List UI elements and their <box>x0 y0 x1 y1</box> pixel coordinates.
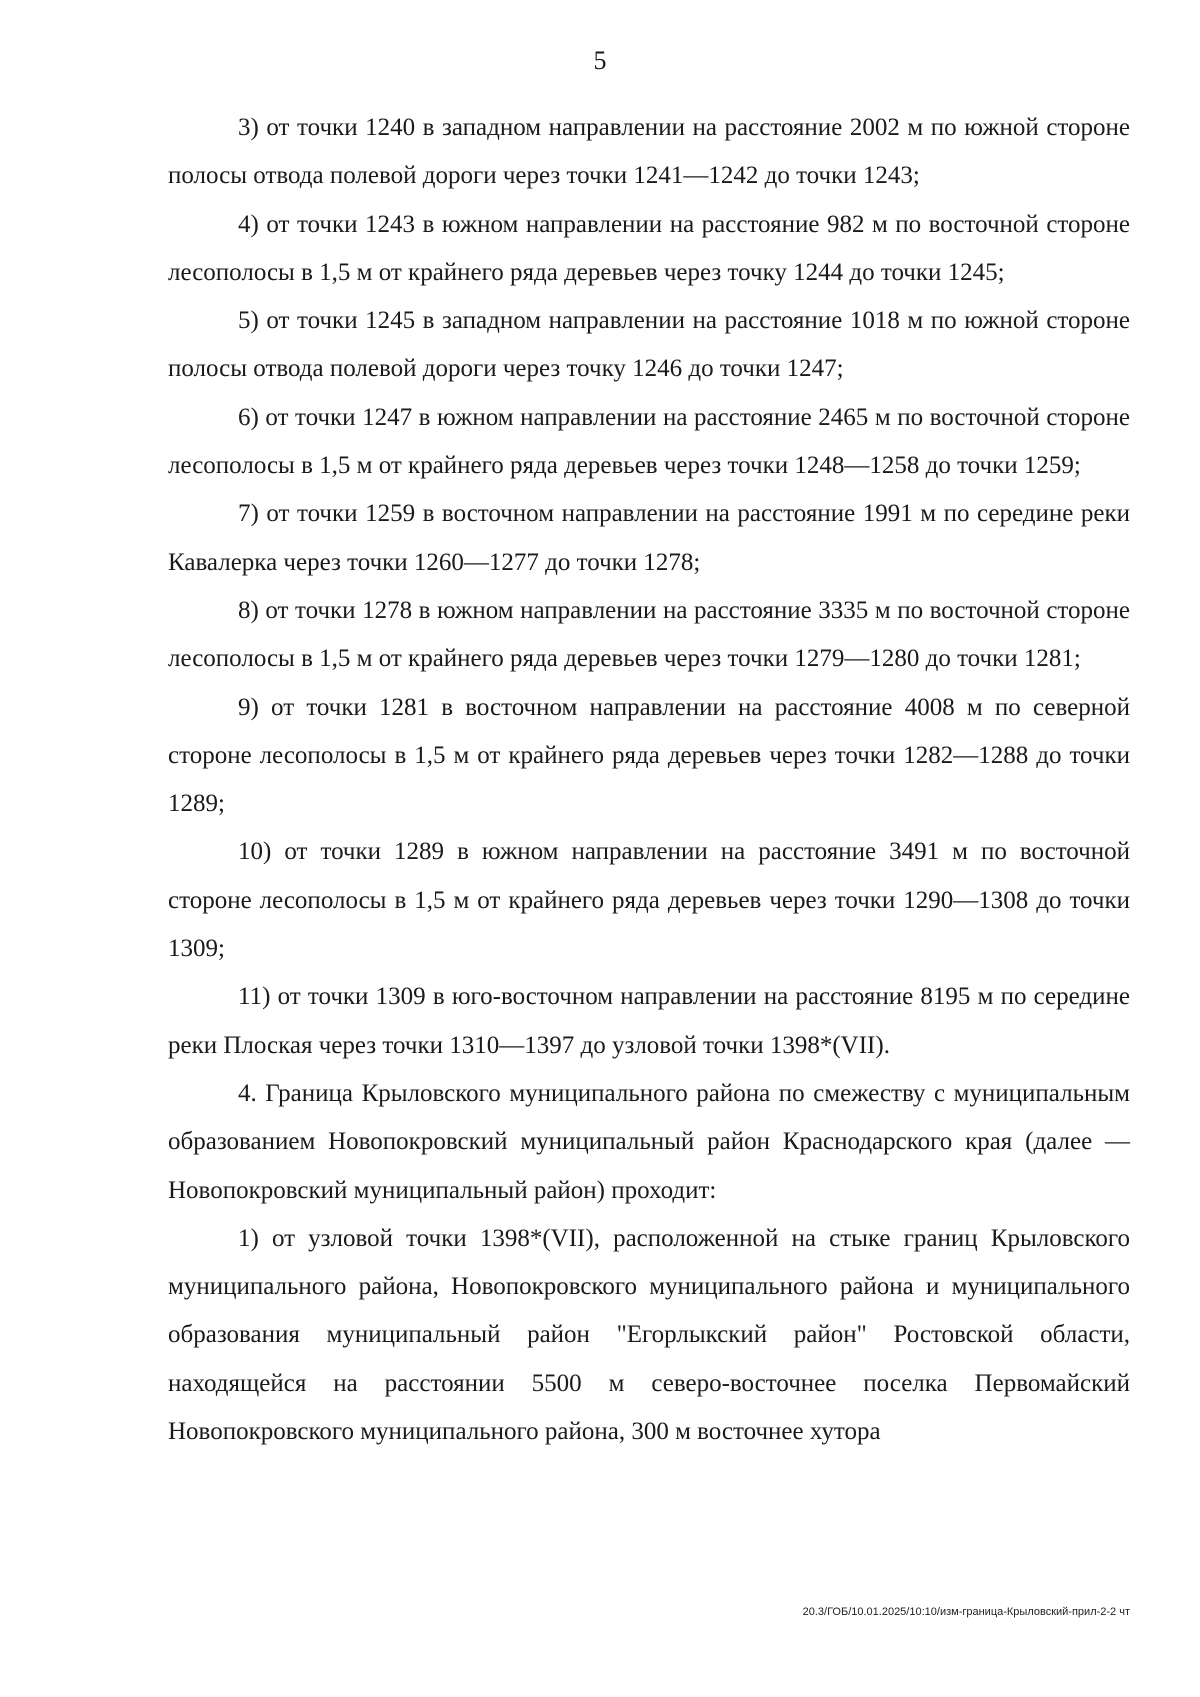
paragraph-item-11: 11) от точки 1309 в юго-восточном направлении на расстояние 8195 м по середине реки Плоская через точки 1310—1397 до узловой точки 1398*(VII). <box>168 983 1130 1059</box>
paragraph-item-7: 7) от точки 1259 в восточном направлении на расстояние 1991 м по середине реки Кавалерка через точки 1260—1277 до точки 1278; <box>168 500 1130 576</box>
document-body <box>168 104 1130 1456</box>
paragraph-item-8: 8) от точки 1278 в южном направлении на расстояние 3335 м по восточной стороне лесополосы в 1,5 м от крайнего ряда деревьев через точки 1279—1280 до точки 1281; <box>168 596 1130 673</box>
paragraph-item-10: 10) от точки 1289 в южном направлении на расстояние 3491 м по восточной стороне лесополосы в 1,5 м от крайнего ряда деревьев через точки 1290—1308 до точки 1309; <box>168 838 1130 963</box>
page-number: 5 <box>593 46 607 75</box>
section-4-heading-paragraph: 4. Граница Крыловского муниципального района по смежеству с муниципальным образованием Новопокровский муниципальный район Краснодарского края (далее — Новопокровский муниципальный район) проходит: <box>168 1079 1130 1204</box>
paragraph-item-4: 4) от точки 1243 в южном направлении на расстояние 982 м по восточной стороне лесополосы в 1,5 м от крайнего ряда деревьев через точку 1244 до точки 1245; <box>168 210 1130 286</box>
paragraph-item-4-1: 1) от узловой точки 1398*(VII), расположенной на стыке границ Крыловского муниципального района, Новопокровского муниципального района и муниципального образования муниципальный район "Егорлыкский район" Ростовской области, находящейся на расстоянии 5500 м северо-восточнее поселка Первомайский Новопокровского муниципального района, 300 м восточнее хутора <box>168 1224 1130 1446</box>
paragraph-item-6: 6) от точки 1247 в южном направлении на расстояние 2465 м по восточной стороне лесополосы в 1,5 м от крайнего ряда деревьев через точки 1248—1258 до точки 1259; <box>168 403 1130 480</box>
document-footer-code: 20.3/ГОБ/10.01.2025/10:10/изм-граница-Крыловский-прил-2-2 чт <box>802 1606 1130 1618</box>
paragraph-item-9: 9) от точки 1281 в восточном направлении на расстояние 4008 м по северной стороне лесополосы в 1,5 м от крайнего ряда деревьев через точки 1282—1288 до точки 1289; <box>168 693 1130 818</box>
paragraph-item-5: 5) от точки 1245 в западном направлении на расстояние 1018 м по южной стороне полосы отвода полевой дороги через точку 1246 до точки 1247; <box>168 307 1130 383</box>
paragraph-item-3: 3) от точки 1240 в западном направлении на расстояние 2002 м по южной стороне полосы отвода полевой дороги через точки 1241—1242 до точки 1243; <box>168 114 1130 190</box>
